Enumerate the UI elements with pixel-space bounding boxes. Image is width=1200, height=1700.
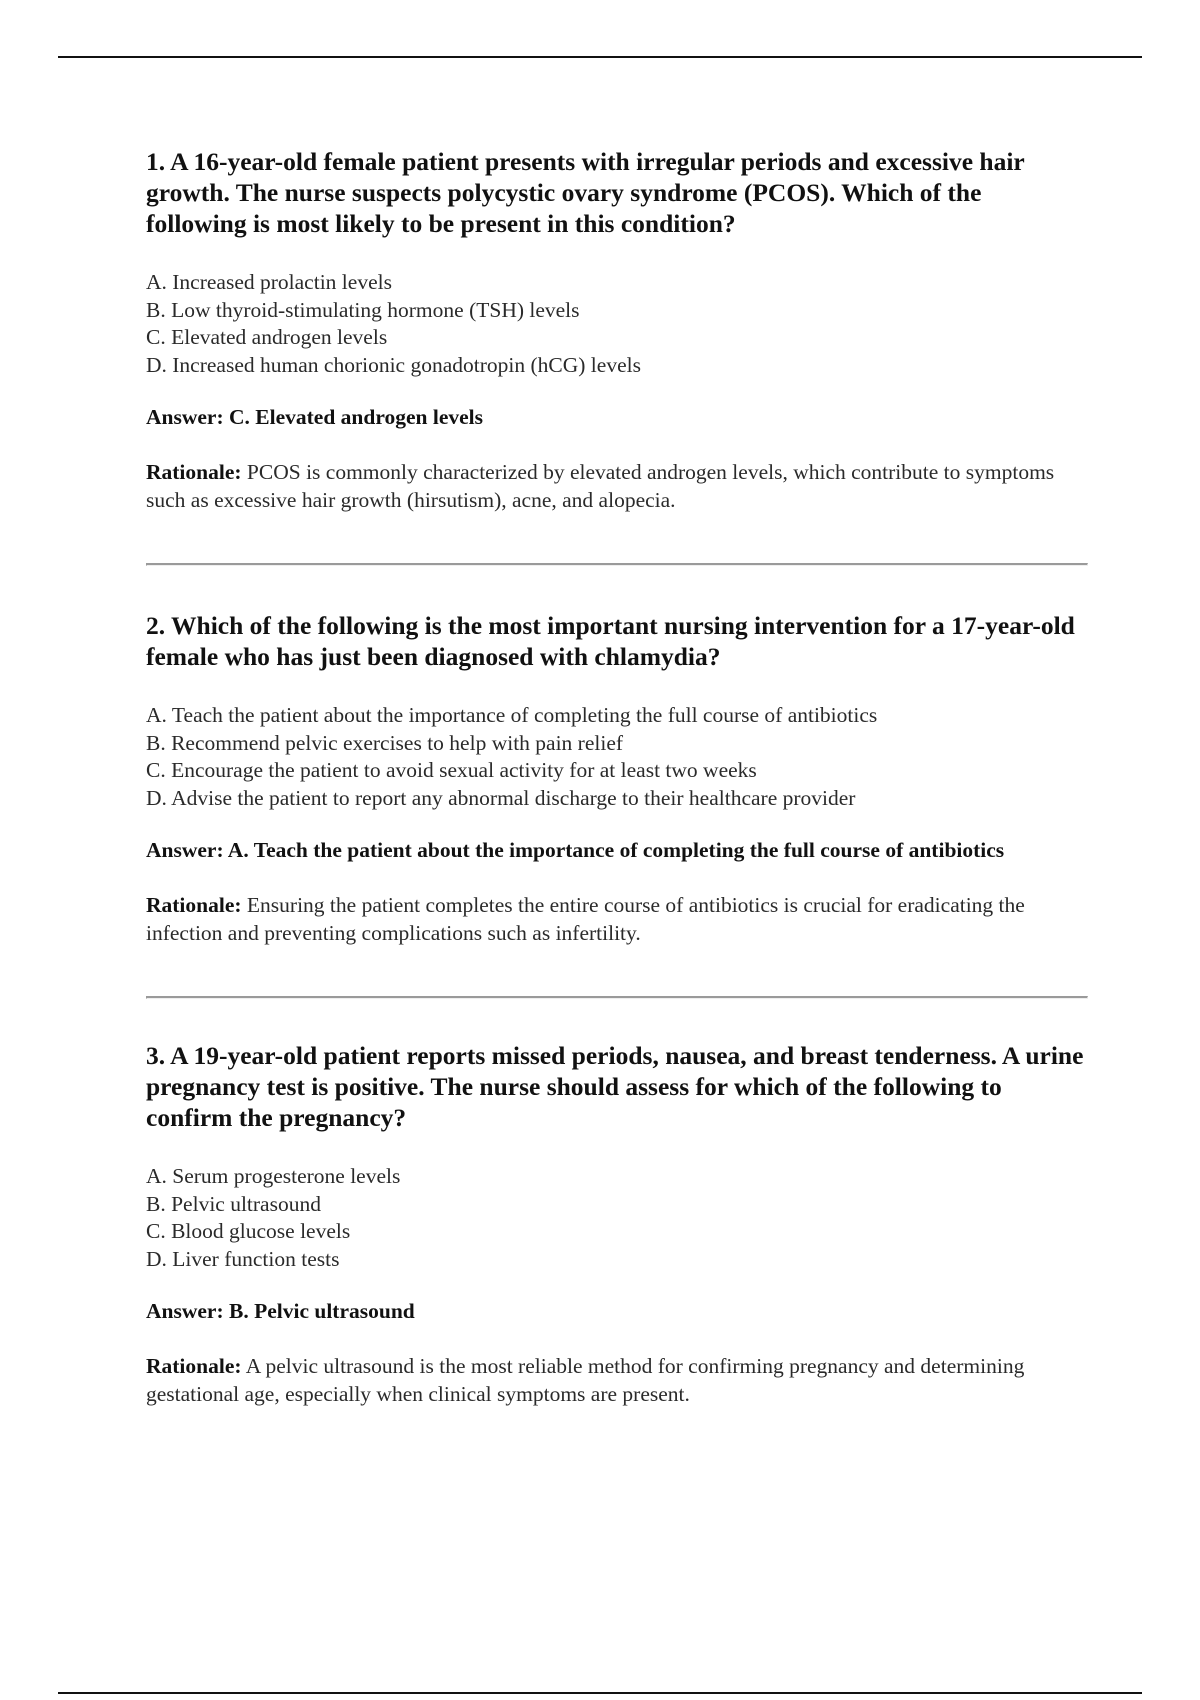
question-1-rationale-label: Rationale: <box>146 460 242 484</box>
page-top-rule <box>58 56 1142 58</box>
question-2-rationale <box>146 891 1088 947</box>
question-2-option-b: B. Recommend pelvic exercises to help with pain relief <box>146 730 624 755</box>
question-3-title: 3. A 19-year-old patient reports missed periods, nausea, and breast tenderness. A urine pregnancy test is positive. The nurse should assess for which of the following to confirm the pregnancy? <box>146 1041 1084 1132</box>
question-3-rationale-text: A pelvic ultrasound is the most reliable method for confirming pregnancy and determining gestational age, especially when clinical symptoms are present. <box>146 1354 1025 1406</box>
section-divider-2 <box>146 996 1088 999</box>
question-3-option-d: D. Liver function tests <box>146 1246 340 1271</box>
question-2-option-d: D. Advise the patient to report any abnormal discharge to their healthcare provider <box>146 785 856 810</box>
question-3-option-a: A. Serum progesterone levels <box>146 1164 401 1188</box>
question-2-rationale-label: Rationale: <box>146 893 242 917</box>
document-content <box>146 146 1088 1408</box>
question-2-option-c: C. Encourage the patient to avoid sexual activity for at least two weeks <box>146 758 757 782</box>
question-1-option-d: D. Increased human chorionic gonadotropin (hCG) levels <box>146 352 641 377</box>
question-1 <box>146 146 1088 514</box>
question-3 <box>146 1040 1088 1408</box>
question-3-options <box>146 1163 1088 1273</box>
question-1-rationale-text: PCOS is commonly characterized by elevated androgen levels, which contribute to symptoms such as excessive hair growth (hirsutism), acne, and alopecia. <box>146 460 1055 512</box>
question-2-options <box>146 702 1088 812</box>
page-bottom-rule <box>58 1692 1142 1694</box>
question-3-option-b: B. Pelvic ultrasound <box>146 1191 321 1216</box>
question-1-rationale <box>146 458 1088 514</box>
question-3-rationale <box>146 1352 1088 1408</box>
question-2-title: 2. Which of the following is the most important nursing intervention for a 17-year-old female who has just been diagnosed with chlamydia? <box>146 611 1075 671</box>
question-3-rationale-label: Rationale: <box>146 1354 242 1378</box>
question-2-answer: Answer: A. Teach the patient about the importance of completing the full course of antibiotics <box>146 838 1005 862</box>
question-1-answer: Answer: C. Elevated androgen levels <box>146 405 484 429</box>
question-3-option-c: C. Blood glucose levels <box>146 1219 351 1243</box>
question-1-title: 1. A 16-year-old female patient presents with irregular periods and excessive hair growth. The nurse suspects polycystic ovary syndrome (PCOS). Which of the following is most likely to be present in this condition? <box>146 147 1025 238</box>
question-2-option-a: A. Teach the patient about the importance of completing the full course of antibiotics <box>146 703 878 727</box>
question-1-option-a: A. Increased prolactin levels <box>146 270 392 294</box>
section-divider-1 <box>146 563 1088 566</box>
question-3-answer: Answer: B. Pelvic ultrasound <box>146 1299 415 1323</box>
question-1-option-c: C. Elevated androgen levels <box>146 325 388 349</box>
question-1-option-b: B. Low thyroid-stimulating hormone (TSH) levels <box>146 297 580 322</box>
question-2 <box>146 610 1088 947</box>
question-2-rationale-text: Ensuring the patient completes the entire course of antibiotics is crucial for eradicating the infection and preventing complications such as infertility. <box>146 893 1025 945</box>
question-1-options <box>146 269 1088 379</box>
